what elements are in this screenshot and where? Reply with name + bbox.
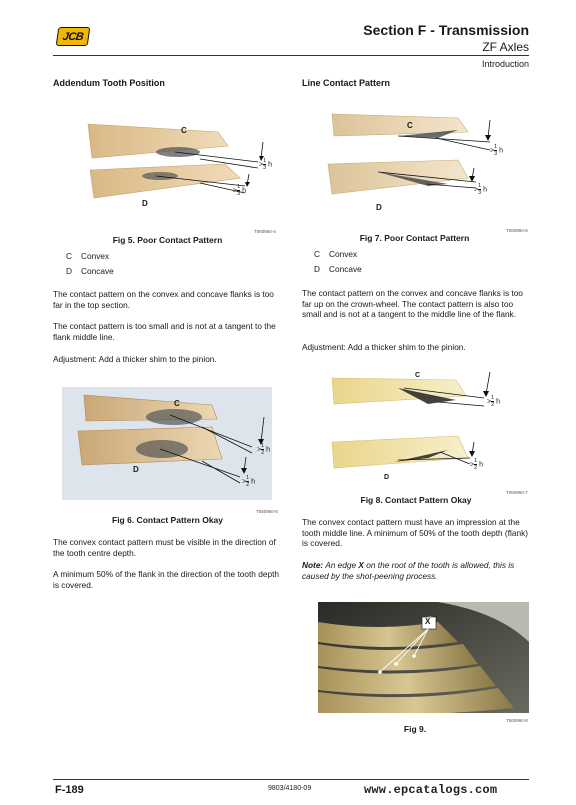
fig6-caption: Fig 6. Contact Pattern Okay [112,515,223,525]
fig7-frac-num-2: 1 [478,183,482,189]
fig5-frac-num: 1 [263,158,267,164]
fig6-label-d: D [133,465,139,474]
legend-text: Convex [329,249,358,259]
fig7-id: T060960-6 [506,228,528,233]
fig9-id: T060960-8 [506,718,528,723]
fig8-frac-num-2: 1 [474,458,478,464]
fig6-image [62,387,272,500]
fig7-label-c: C [407,121,413,130]
fig6-frac-num: 1 [261,443,265,449]
fig8-frac-h-2: h [479,461,484,469]
left-paragraph-3: Adjustment: Add a thicker shim to the pinion. [53,354,217,364]
section-subtitle: ZF Axles [482,40,529,54]
fig7-frac-h: h [499,147,504,155]
fig8-frac-num: 1 [491,395,495,401]
right-legend-d [314,264,362,274]
jcb-logo-text: JCB [61,30,85,43]
right-paragraph-2: Adjustment: Add a thicker shim to the pinion. [302,342,466,352]
document-code: 9803/4180-09 [268,785,312,792]
fig8-id: T060960-7 [506,490,528,495]
note-prefix: Note: [302,560,324,570]
legend-key: C [66,251,72,261]
fig6-frac-h: h [266,446,271,454]
fig5-frac-den-2: 3 [237,191,241,197]
fig9-image [318,602,529,713]
fig9-caption: Fig 9. [403,724,427,734]
fig8-image [328,364,518,480]
watermark-url: www.epcatalogs.com [364,783,498,797]
fig5-id: T060960-4 [254,229,276,234]
fig7-image [318,106,518,214]
fig5-caption: Fig 5. Poor Contact Pattern [112,235,223,245]
section-title: Section F - Transmission [363,22,529,38]
fig8-fraction-top: > $\frac{1}{2}$ h [487,395,501,408]
note-mid: An edge [323,560,359,570]
legend-text: Convex [81,251,110,261]
legend-text: Concave [81,266,114,276]
fig7-fraction-top: > $\frac{1}{3}$ h [490,144,504,157]
left-paragraph-2: The contact pattern is too small and is not at a tangent to the flank middle line. [53,321,276,342]
fig7-frac-den: 3 [494,151,498,157]
fig7-frac-num: 1 [494,144,498,150]
fig5-frac-h: h [268,161,273,169]
right-paragraph-1: The contact pattern on the convex and concave flanks is too far up on the crown-wheel. The contact pattern is also too small and is not at a tangent to the middle line of the flank. [302,288,523,319]
right-heading: Line Contact Pattern [302,78,391,88]
left-paragraph-1: The contact pattern on the convex and concave flanks is too far in the top section. [53,289,274,310]
fig6-label-c: C [174,399,180,408]
fig8-label-d: D [384,474,390,481]
header-rule [53,55,529,56]
fig7-label-d: D [376,203,382,212]
fig9-label-x: X [425,617,431,626]
right-paragraph-3: The convex contact pattern must have an impression at the tooth middle line. A minimum of 50% of the tooth depth (flank) is covered. [302,517,528,548]
section-intro: Introduction [481,59,529,69]
fig8-label-c: C [415,372,421,379]
fig6-fraction-top: > $\frac{1}{2}$ h [257,443,271,456]
legend-key: C [314,249,320,259]
legend-text: Concave [329,264,362,274]
fig5-gt: > [259,161,264,169]
fig7-frac-den-2: 3 [478,190,482,196]
left-paragraph-5: A minimum 50% of the flank in the direction of the tooth depth is covered. [53,569,279,590]
fig7-caption: Fig 7. Poor Contact Pattern [359,233,470,243]
page-number: F-189 [55,784,84,796]
fig5-label-c: C [181,126,187,135]
left-legend-d [66,266,114,276]
footer-rule [53,779,529,780]
jcb-logo [56,27,91,46]
left-paragraph-4: The convex contact pattern must be visible in the direction of the tooth centre depth. [53,537,276,558]
fig6-frac-h-2: h [251,478,256,486]
fig5-frac-h-2: h [242,187,247,195]
fig6-frac-den: 2 [261,450,265,456]
fig8-fraction-bottom: > $\frac{1}{2}$ h [470,458,484,471]
left-legend-c [66,251,109,261]
fig7-fraction-bottom: > $\frac{1}{3}$ h [474,183,488,196]
left-heading: Addendum Tooth Position [53,78,165,88]
fig5-fraction-top [259,158,272,171]
fig5-label-d: D [142,199,148,208]
fig5-frac-den: 3 [263,165,267,171]
fig5-frac-num-2: 1 [237,184,241,190]
right-legend-c [314,249,357,259]
fig5-image [80,118,280,230]
fig7-frac-h-2: h [483,186,488,194]
fig8-frac-h: h [496,398,501,406]
legend-key: D [66,266,72,276]
fig6-id: T060960-5 [256,509,278,514]
fig5-fraction-bottom: > $\frac{1}{3}$ h [233,184,247,197]
note-rest: on the root of the tooth is allowed, this is caused by the shot-peening process. [302,560,515,581]
note-x: X [358,560,364,570]
fig6-frac-num-2: 1 [246,475,250,481]
right-note [302,560,532,581]
fig6-frac-den-2: 2 [246,482,250,488]
fig8-frac-den: 2 [491,402,495,408]
fig8-caption: Fig 8. Contact Pattern Okay [360,495,472,505]
legend-key: D [314,264,320,274]
fig8-frac-den-2: 2 [474,465,478,471]
fig6-fraction-bottom: > $\frac{1}{2}$ h [242,475,256,488]
